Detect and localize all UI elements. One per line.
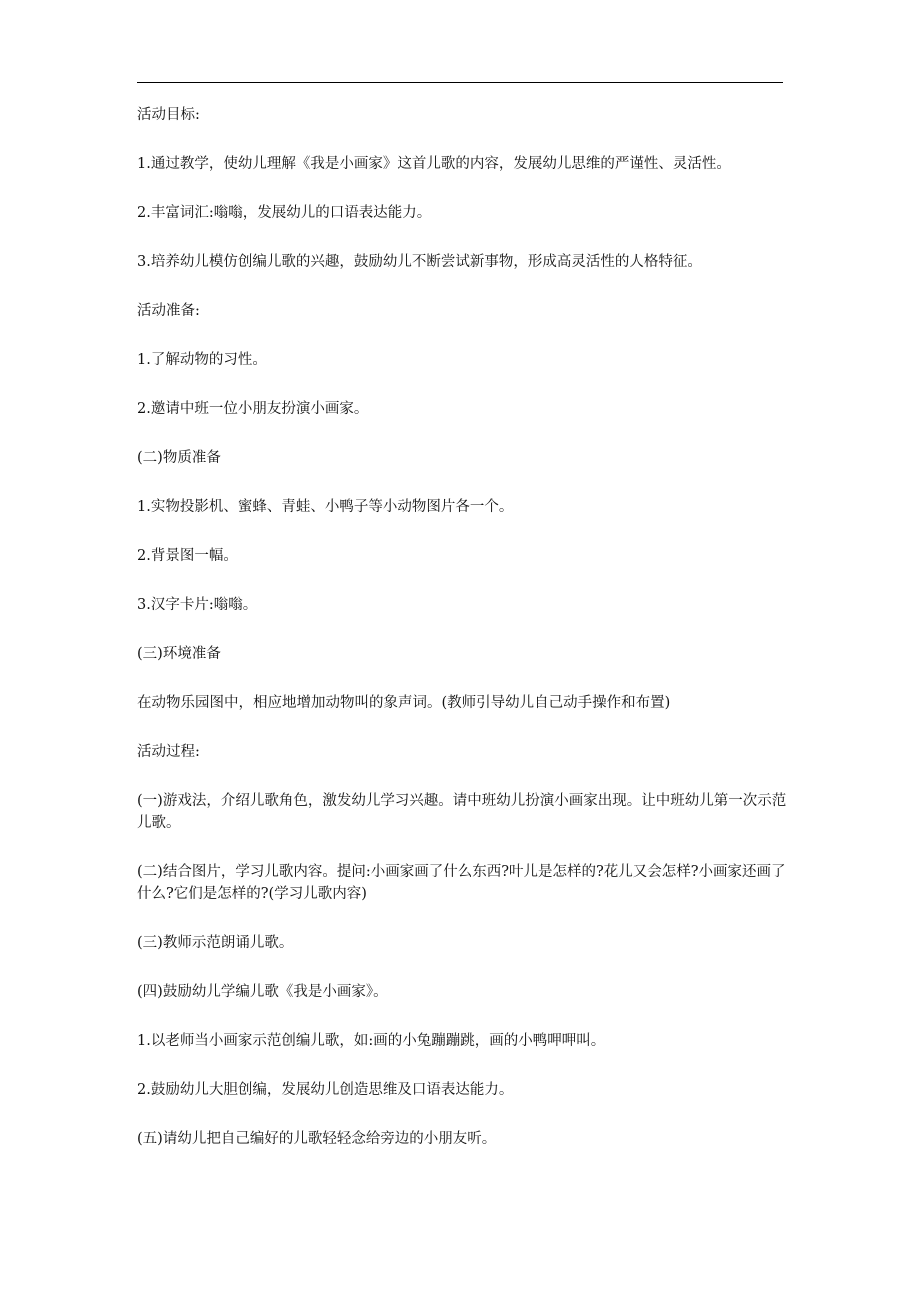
- material-item-1: 1.实物投影机、蜜蜂、青蛙、小鸭子等小动物图片各一个。: [137, 499, 514, 515]
- header-rule: [137, 82, 783, 83]
- process-step-1: (一)游戏法，介绍儿歌角色，激发幼儿学习兴趣。请中班幼儿扮演小画家出现。让中班幼儿第一次示范儿歌。: [137, 793, 787, 831]
- document-body: [137, 104, 787, 1177]
- process-step-4: (四)鼓励幼儿学编儿歌《我是小画家》。: [137, 984, 388, 1000]
- subheading-material-prep: (二)物质准备: [137, 450, 221, 466]
- process-step-2: (二)结合图片，学习儿歌内容。提问:小画家画了什么东西?叶儿是怎样的?花儿又会怎样?小画家还画了什么?它们是怎样的?(学习儿歌内容): [137, 864, 786, 902]
- process-step-4-item-1: 1.以老师当小画家示范创编儿歌，如:画的小兔蹦蹦跳，画的小鸭呷呷叫。: [137, 1033, 606, 1049]
- environment-item: 在动物乐园图中，相应地增加动物叫的象声词。(教师引导幼儿自己动手操作和布置): [137, 695, 671, 711]
- goal-item-3: 3.培养幼儿模仿创编儿歌的兴趣，鼓励幼儿不断尝试新事物，形成高灵活性的人格特征。: [137, 254, 702, 270]
- section-heading-process: 活动过程:: [137, 744, 200, 760]
- subheading-environment-prep: (三)环境准备: [137, 646, 221, 662]
- material-item-2: 2.背景图一幅。: [137, 548, 238, 564]
- section-heading-preparation: 活动准备:: [137, 303, 200, 319]
- preparation-item-2: 2.邀请中班一位小朋友扮演小画家。: [137, 401, 369, 417]
- preparation-item-1: 1.了解动物的习性。: [137, 352, 267, 368]
- goal-item-1: 1.通过教学，使幼儿理解《我是小画家》这首儿歌的内容，发展幼儿思维的严谨性、灵活性。: [137, 156, 731, 172]
- goal-item-2: 2.丰富词汇:嗡嗡，发展幼儿的口语表达能力。: [137, 205, 432, 221]
- material-item-3: 3.汉字卡片:嗡嗡。: [137, 597, 258, 613]
- section-heading-goals: 活动目标:: [137, 107, 200, 123]
- process-step-3: (三)教师示范朗诵儿歌。: [137, 935, 294, 951]
- process-step-4-item-2: 2.鼓励幼儿大胆创编，发展幼儿创造思维及口语表达能力。: [137, 1082, 514, 1098]
- process-step-5: (五)请幼儿把自己编好的儿歌轻轻念给旁边的小朋友听。: [137, 1131, 497, 1147]
